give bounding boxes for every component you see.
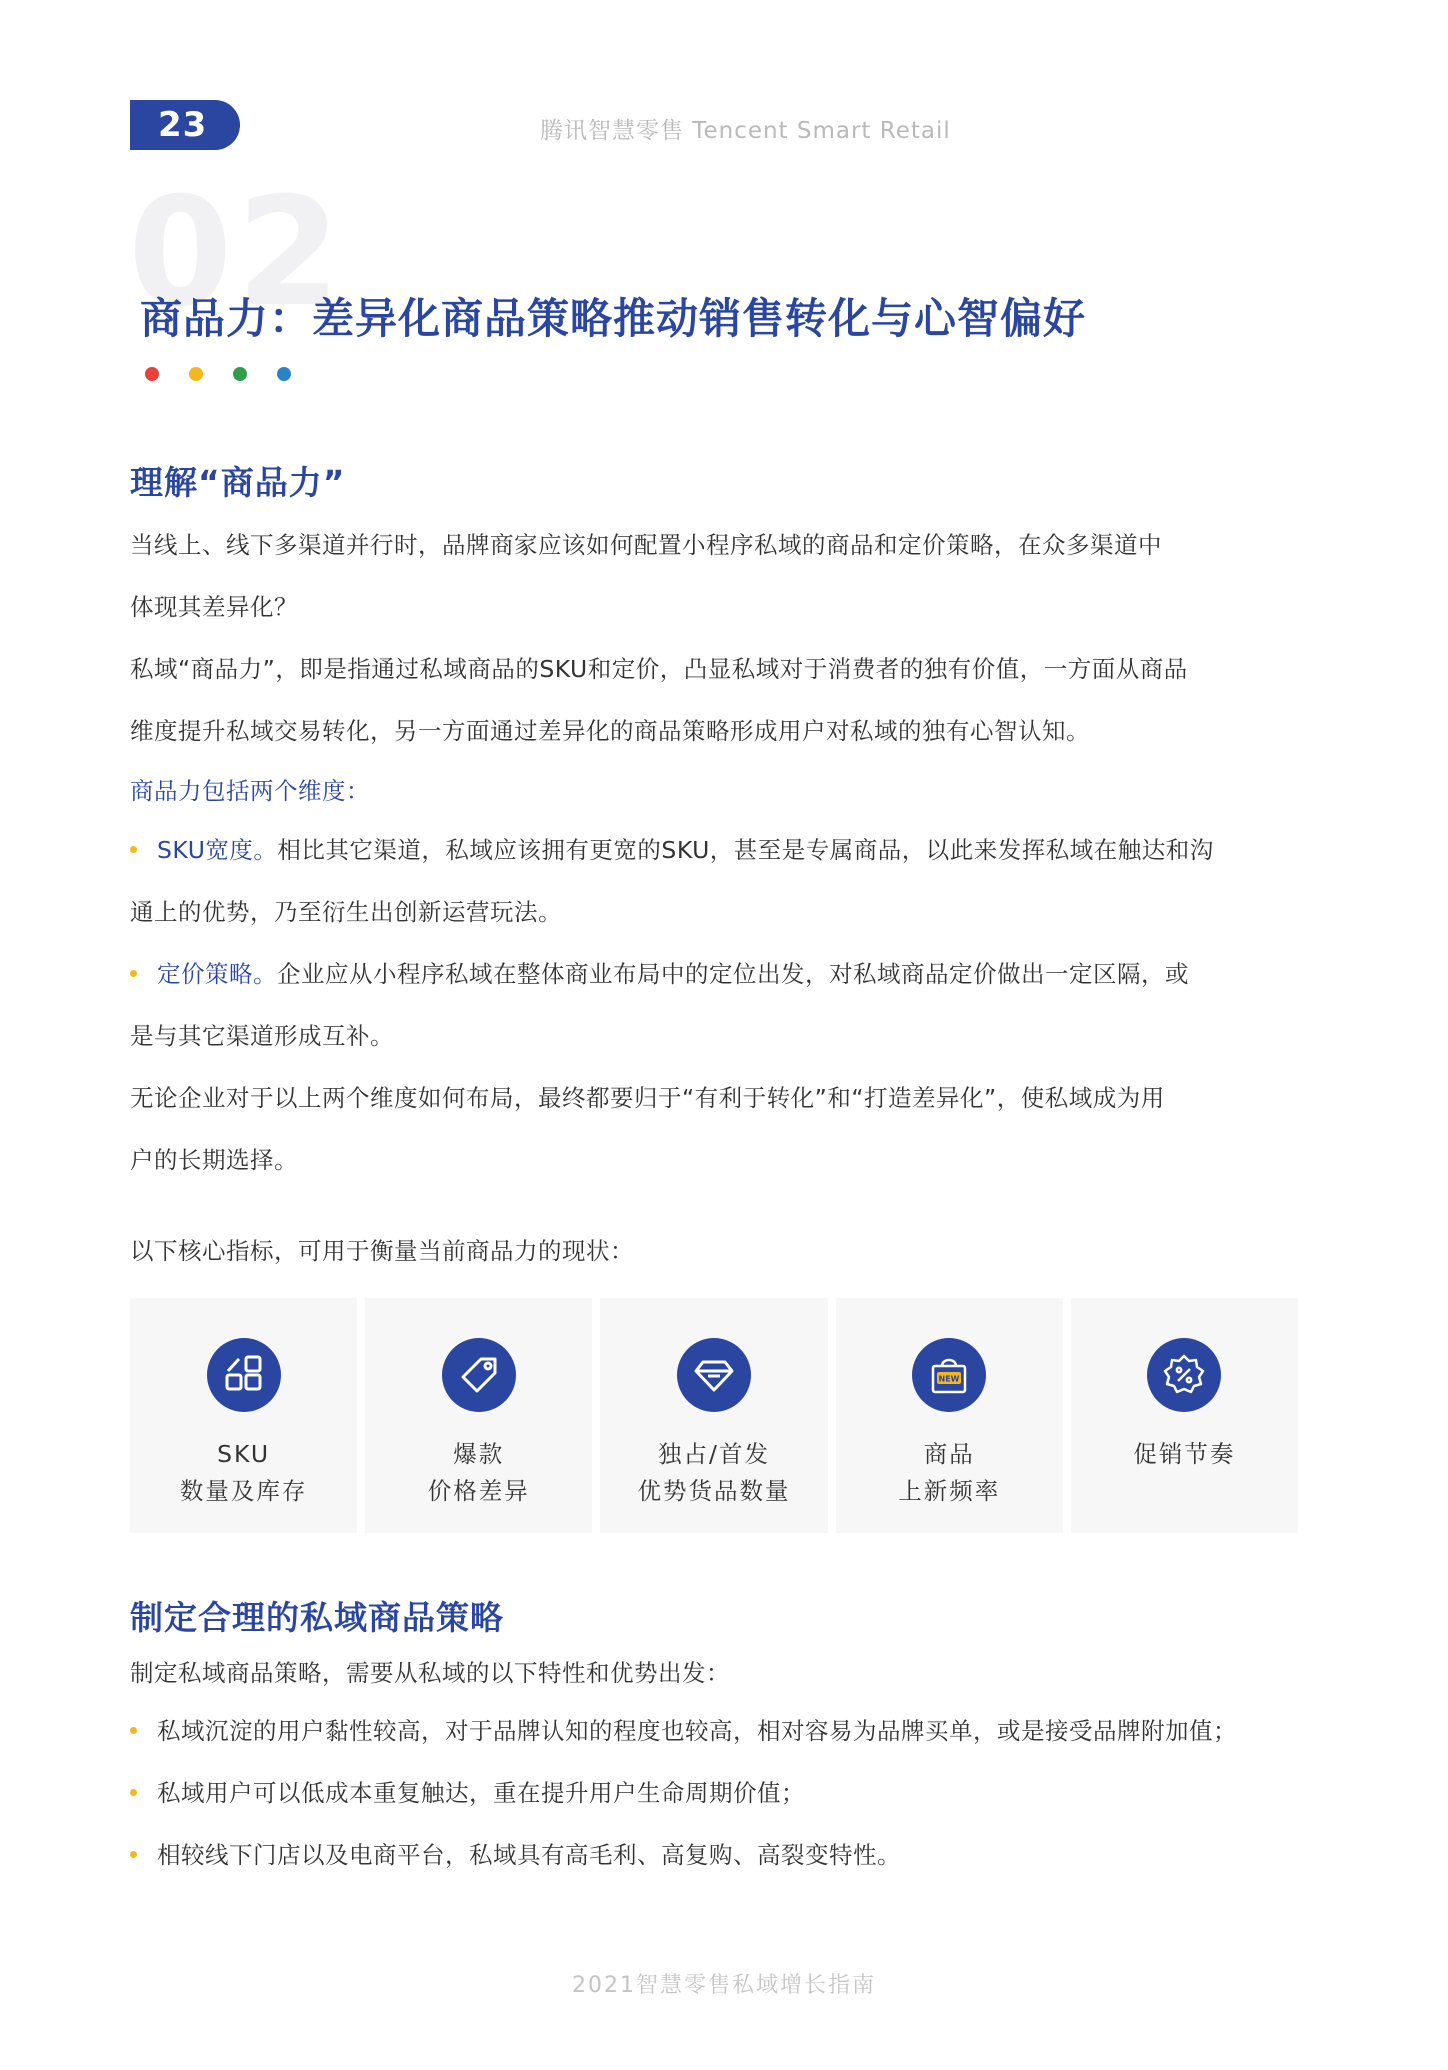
bullet-dot: [130, 1789, 137, 1796]
metric-label: [1071, 1436, 1298, 1473]
bullet-pricing-text: 企业应从小程序私域在整体商业布局中的定位出发，对私域商品定价做出一定区隔，或: [277, 960, 1189, 988]
color-dots: [145, 367, 291, 381]
bullet-pricing-label: 定价策略。: [157, 960, 277, 988]
chapter-number-watermark: 02: [128, 166, 345, 340]
bullet-dot: [130, 970, 137, 977]
metrics-cards: [130, 1298, 1298, 1533]
paragraph-1-line-1: 当线上、线下多渠道并行时，品牌商家应该如何配置小程序私域的商品和定价策略，在众多渠道中: [130, 531, 1162, 559]
metric-label: [365, 1436, 592, 1510]
strategy-bullet-text: 私域沉淀的用户黏性较高，对于品牌认知的程度也较高，相对容易为品牌买单，或是接受品牌附加值；: [157, 1717, 1237, 1745]
red-dot: [145, 367, 159, 381]
strategy-intro: 制定私域商品策略，需要从私域的以下特性和优势出发：: [130, 1659, 730, 1687]
blue-dot: [277, 367, 291, 381]
metric-card-promotion: [1071, 1298, 1298, 1533]
diamond-icon: [677, 1338, 751, 1412]
bullet-dot: [130, 846, 137, 853]
metric-label: [600, 1436, 827, 1510]
new-bag-icon: [912, 1338, 986, 1412]
metric-label-line-1: 独占/首发: [658, 1440, 770, 1468]
bullet-sku-text-line-2: 通上的优势，乃至衍生出创新运营玩法。: [130, 898, 562, 926]
brand-header: 腾讯智慧零售 Tencent Smart Retail: [540, 118, 951, 144]
metric-card-hot-item: [365, 1298, 592, 1533]
metrics-intro: 以下核心指标，可用于衡量当前商品力的现状：: [130, 1237, 634, 1265]
metric-card-exclusive: [600, 1298, 827, 1533]
metric-label-line-2: 数量及库存: [179, 1477, 308, 1505]
green-dot: [233, 367, 247, 381]
paragraph-2-line-2: 维度提升私域交易转化，另一方面通过差异化的商品策略形成用户对私域的独有心智认知。: [130, 717, 1090, 745]
page-number-badge: 23: [130, 100, 240, 150]
dimensions-subheading: 商品力包括两个维度：: [130, 777, 370, 805]
strategy-bullet-3: [130, 1824, 1298, 1886]
metric-card-new-frequency: [836, 1298, 1063, 1533]
new-badge-text: NEW: [938, 1374, 960, 1384]
paragraph-1-line-2: 体现其差异化？: [130, 593, 298, 621]
page-footer: 2021智慧零售私域增长指南: [572, 1973, 876, 1998]
bullet-dot: [130, 1727, 137, 1734]
bullet-sku-width: [130, 819, 1298, 943]
metric-label-line-2: 价格差异: [427, 1477, 530, 1505]
metric-label: [130, 1436, 357, 1510]
strategy-bullet-2: [130, 1762, 1298, 1824]
bullet-sku-label: SKU宽度。: [157, 836, 278, 864]
metric-label-line-1: 商品: [923, 1440, 975, 1468]
section-heading-strategy: 制定合理的私域商品策略: [130, 1598, 504, 1637]
price-tag-icon: [442, 1338, 516, 1412]
bullet-pricing-text-line-2: 是与其它渠道形成互补。: [130, 1022, 394, 1050]
paragraph-1: [130, 514, 1298, 762]
strategy-bullet-1: [130, 1700, 1298, 1762]
metric-label-line-2: 优势货品数量: [637, 1477, 791, 1505]
metric-label-line-1: 爆款: [453, 1440, 505, 1468]
bullet-sku-text: 相比其它渠道，私域应该拥有更宽的SKU，甚至是专属商品，以此来发挥私域在触达和沟: [277, 836, 1214, 864]
bullet-pricing: [130, 943, 1298, 1067]
paragraph-3-line-2: 户的长期选择。: [130, 1146, 298, 1174]
discount-badge-icon: [1147, 1338, 1221, 1412]
metric-label-line-1: 促销节奏: [1133, 1440, 1236, 1468]
metric-card-sku: [130, 1298, 357, 1533]
metric-label-line-1: SKU: [217, 1440, 271, 1468]
strategy-bullet-text: 相较线下门店以及电商平台，私域具有高毛利、高复购、高裂变特性。: [157, 1841, 901, 1869]
section-heading-understand: 理解“商品力”: [130, 463, 346, 502]
yellow-dot: [189, 367, 203, 381]
paragraph-3-line-1: 无论企业对于以上两个维度如何布局，最终都要归于“有利于转化”和“打造差异化”，使私域成为用: [130, 1084, 1165, 1112]
strategy-bullet-text: 私域用户可以低成本重复触达，重在提升用户生命周期价值；: [157, 1779, 805, 1807]
paragraph-2-line-1: 私域“商品力”，即是指通过私域商品的SKU和定价，凸显私域对于消费者的独有价值，一方面从商品: [130, 655, 1188, 683]
metric-label-line-2: 上新频率: [898, 1477, 1001, 1505]
paragraph-3: [130, 1067, 1298, 1191]
metric-label: [836, 1436, 1063, 1510]
chapter-title: 商品力：差异化商品策略推动销售转化与心智偏好: [140, 294, 1087, 343]
bullet-dot: [130, 1851, 137, 1858]
sku-grid-icon: [207, 1338, 281, 1412]
